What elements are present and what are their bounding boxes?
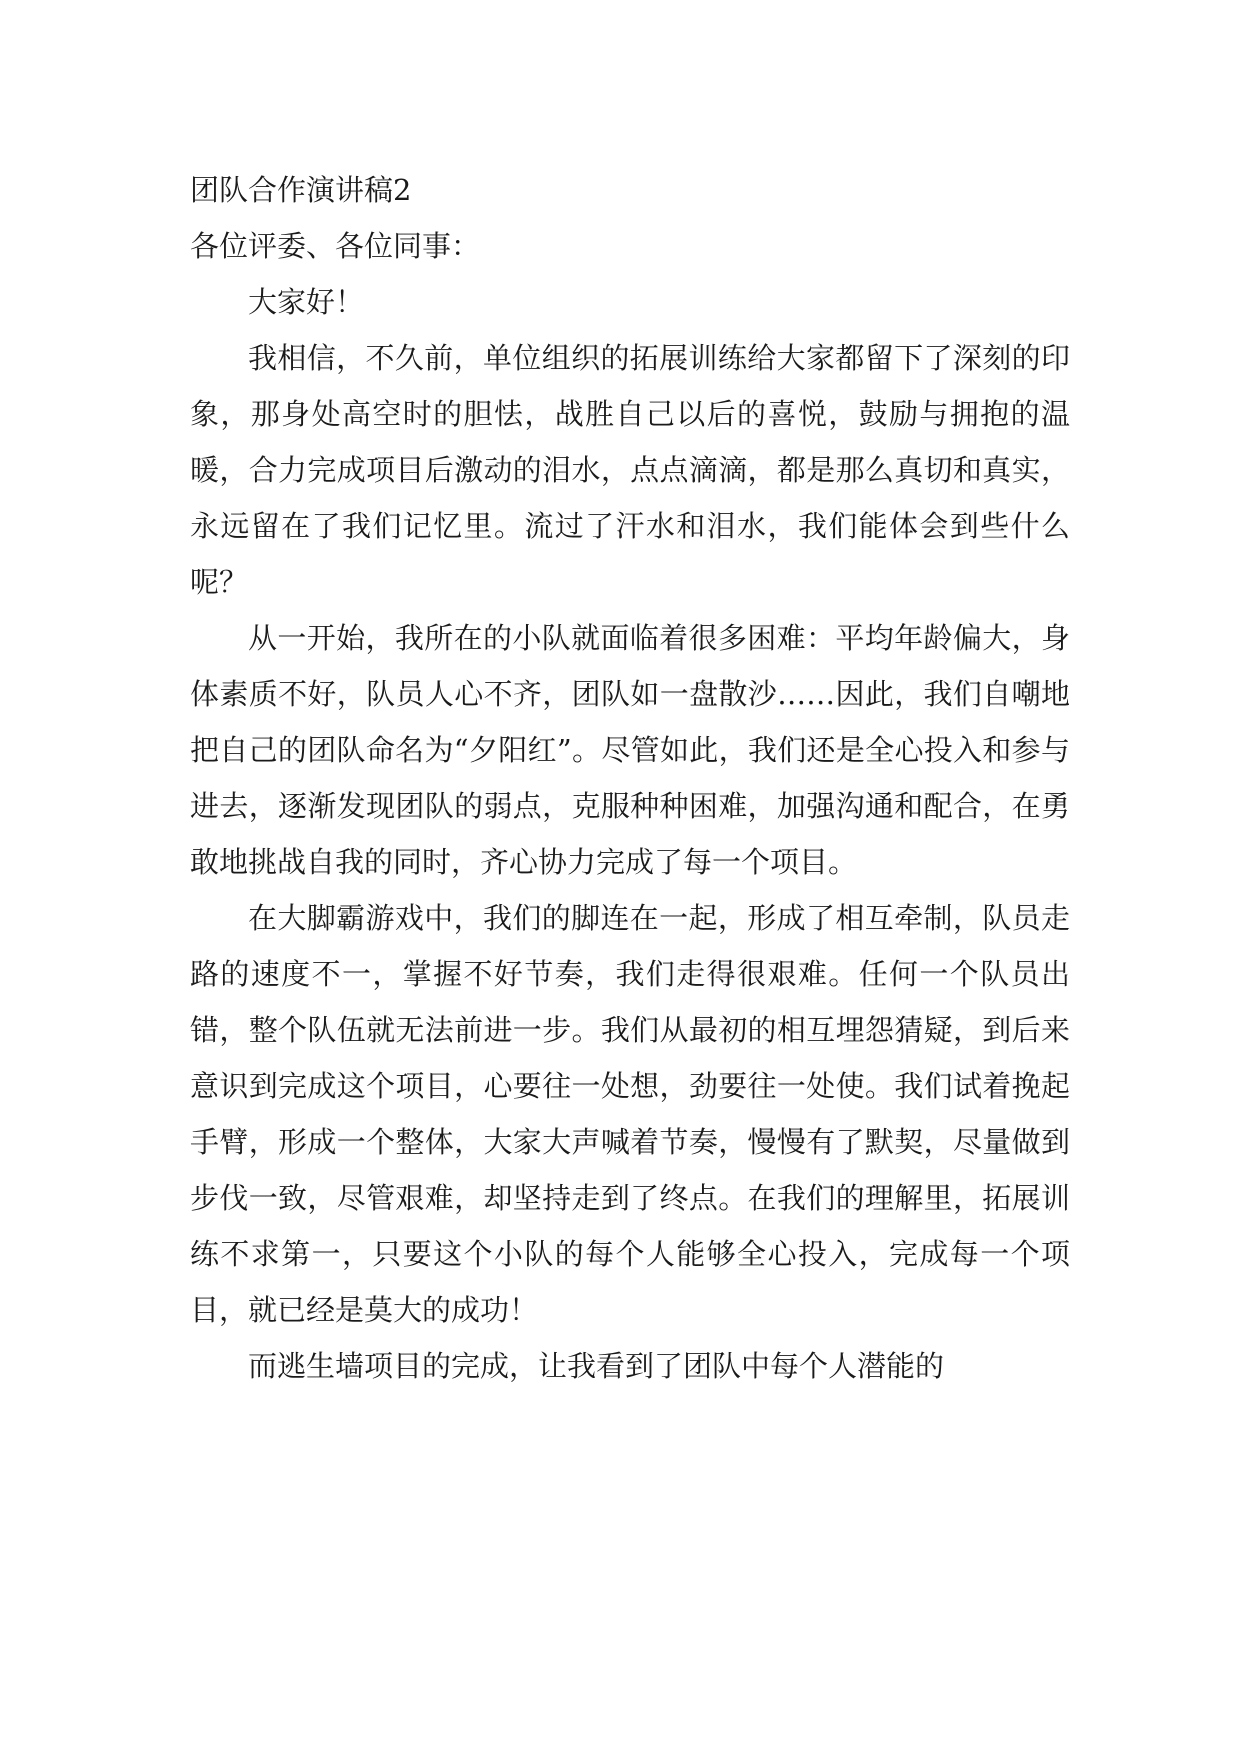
document-body [190, 162, 1070, 1394]
paragraph-greeting: 大家好！ [248, 285, 365, 319]
paragraph-escape-wall: 而逃生墙项目的完成，让我看到了团队中每个人潜能的 [248, 1349, 945, 1383]
document-title: 团队合作演讲稿2 [190, 173, 412, 207]
paragraph-game: 在大脚霸游戏中，我们的脚连在一起，形成了相互牵制，队员走路的速度不一，掌握不好节奏，我们走得很艰难。任何一个队员出错，整个队伍就无法前进一步。我们从最初的相互埋怨猜疑，到后来意识到完成这个项目，心要往一处想，劲要往一处使。我们试着挽起手臂，形成一个整体，大家大声喊着节奏，慢慢有了默契，尽量做到步伐一致，尽管艰难，却坚持走到了终点。在我们的理解里，拓展训练不求第一，只要这个小队的每个人能够全心投入，完成每一个项目，就已经是莫大的成功！ [190, 901, 1070, 1327]
paragraph-difficulties: 从一开始，我所在的小队就面临着很多困难：平均年龄偏大，身体素质不好，队员人心不齐，团队如一盘散沙……因此，我们自嘲地把自己的团队命名为“夕阳红”。尽管如此，我们还是全心投入和参与进去，逐渐发现团队的弱点，克服种种困难，加强沟通和配合，在勇敢地挑战自我的同时，齐心协力完成了每一个项目。 [190, 621, 1070, 879]
paragraph-intro: 我相信，不久前，单位组织的拓展训练给大家都留下了深刻的印象，那身处高空时的胆怯，战胜自己以后的喜悦，鼓励与拥抱的温暖，合力完成项目后激动的泪水，点点滴滴，都是那么真切和真实，永远留在了我们记忆里。流过了汗水和泪水，我们能体会到些什么呢？ [190, 341, 1070, 599]
salutation: 各位评委、各位同事： [190, 229, 481, 263]
